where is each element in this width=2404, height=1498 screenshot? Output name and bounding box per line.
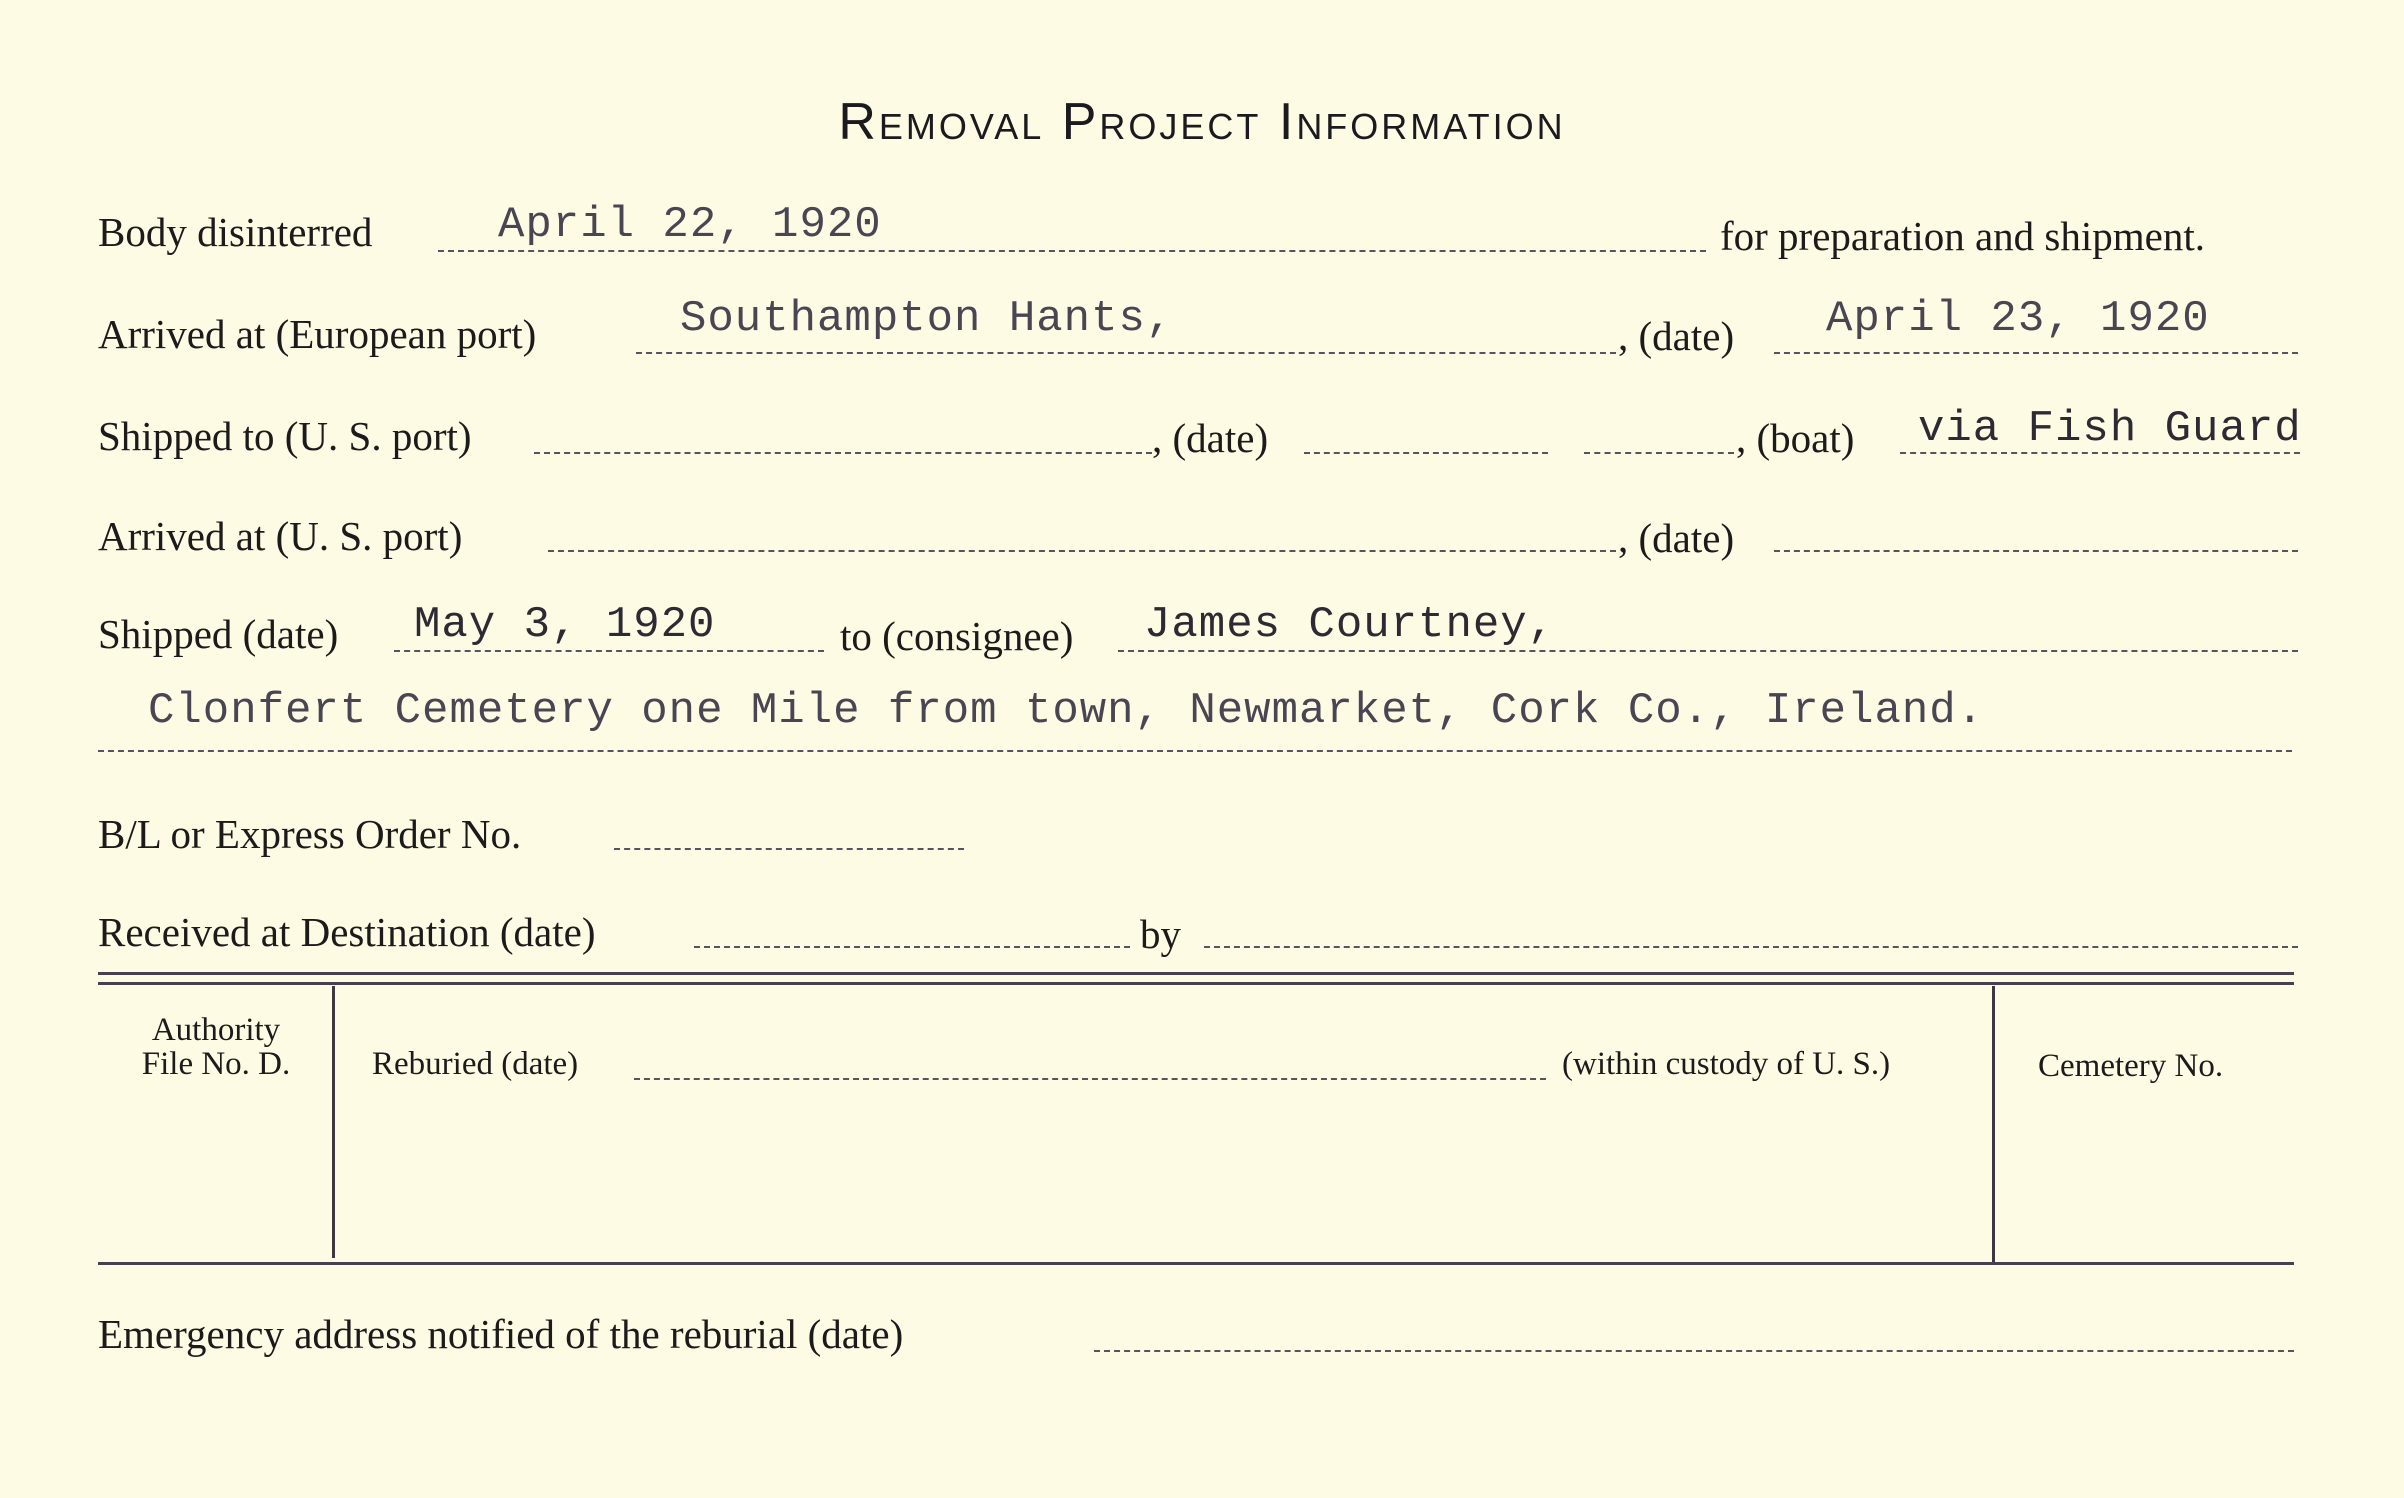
authority-label-line2: File No. D. xyxy=(141,1046,291,1082)
preparation-suffix: for preparation and shipment. xyxy=(1720,213,2206,259)
received-destination-line xyxy=(694,946,1130,948)
emergency-address-label: Emergency address notified of the reburial (date) xyxy=(98,1311,904,1357)
consignee-address-value: Clonfert Cemetery one Mile from town, Newmarket, Cork Co., Ireland. xyxy=(148,686,1985,736)
european-date-line xyxy=(1774,352,2298,354)
reburied-label: Reburied (date) xyxy=(372,1046,579,1082)
emergency-address-line xyxy=(1094,1350,2294,1352)
bl-order-line xyxy=(614,848,964,850)
table-top-rule-2 xyxy=(98,982,2294,985)
body-disinterred-line xyxy=(438,250,1706,252)
body-disinterred-value: April 22, 1920 xyxy=(498,200,882,250)
us-port-arrived-date-line xyxy=(1774,550,2298,552)
shipped-date-line xyxy=(394,650,824,652)
bl-order-label: B/L or Express Order No. xyxy=(98,811,522,857)
received-by-line xyxy=(1204,946,2298,948)
us-port-shipped-date-line-a xyxy=(1304,452,1548,454)
european-date-label: , (date) xyxy=(1618,313,1735,359)
us-port-shipped-date-line-b xyxy=(1584,452,1734,454)
us-port-shipped-line xyxy=(534,452,1152,454)
us-port-shipped-label: Shipped to (U. S. port) xyxy=(98,413,472,459)
table-bottom-rule xyxy=(98,1262,2294,1265)
boat-label: , (boat) xyxy=(1736,415,1855,461)
consignee-value: James Courtney, xyxy=(1144,600,1556,650)
received-destination-label: Received at Destination (date) xyxy=(98,909,596,955)
shipped-date-label: Shipped (date) xyxy=(98,611,339,657)
us-port-arrived-line xyxy=(548,550,1616,552)
table-divider-left xyxy=(332,986,335,1258)
table-divider-right xyxy=(1992,986,1995,1262)
european-date-value: April 23, 1920 xyxy=(1826,294,2210,344)
european-port-label: Arrived at (European port) xyxy=(98,311,537,357)
consignee-label: to (consignee) xyxy=(840,613,1074,659)
us-port-shipped-date-label: , (date) xyxy=(1152,415,1269,461)
us-port-arrived-label: Arrived at (U. S. port) xyxy=(98,513,463,559)
cemetery-number-label: Cemetery No. xyxy=(2038,1048,2224,1084)
european-port-line xyxy=(636,352,1616,354)
boat-value: via Fish Guard xyxy=(1918,404,2302,454)
consignee-line xyxy=(1118,650,2298,652)
body-disinterred-label: Body disinterred xyxy=(98,209,373,255)
shipped-date-value: May 3, 1920 xyxy=(414,600,716,650)
form-title: Removal Project Information xyxy=(838,93,1566,151)
european-port-value: Southampton Hants, xyxy=(680,294,1174,344)
reburied-line xyxy=(634,1078,1546,1080)
address-line xyxy=(98,750,2292,752)
table-top-rule-1 xyxy=(98,972,2294,975)
received-by-label: by xyxy=(1140,911,1181,957)
authority-label-line1: Authority xyxy=(151,1012,281,1048)
custody-label: (within custody of U. S.) xyxy=(1562,1046,1891,1082)
us-port-arrived-date-label: , (date) xyxy=(1618,515,1735,561)
